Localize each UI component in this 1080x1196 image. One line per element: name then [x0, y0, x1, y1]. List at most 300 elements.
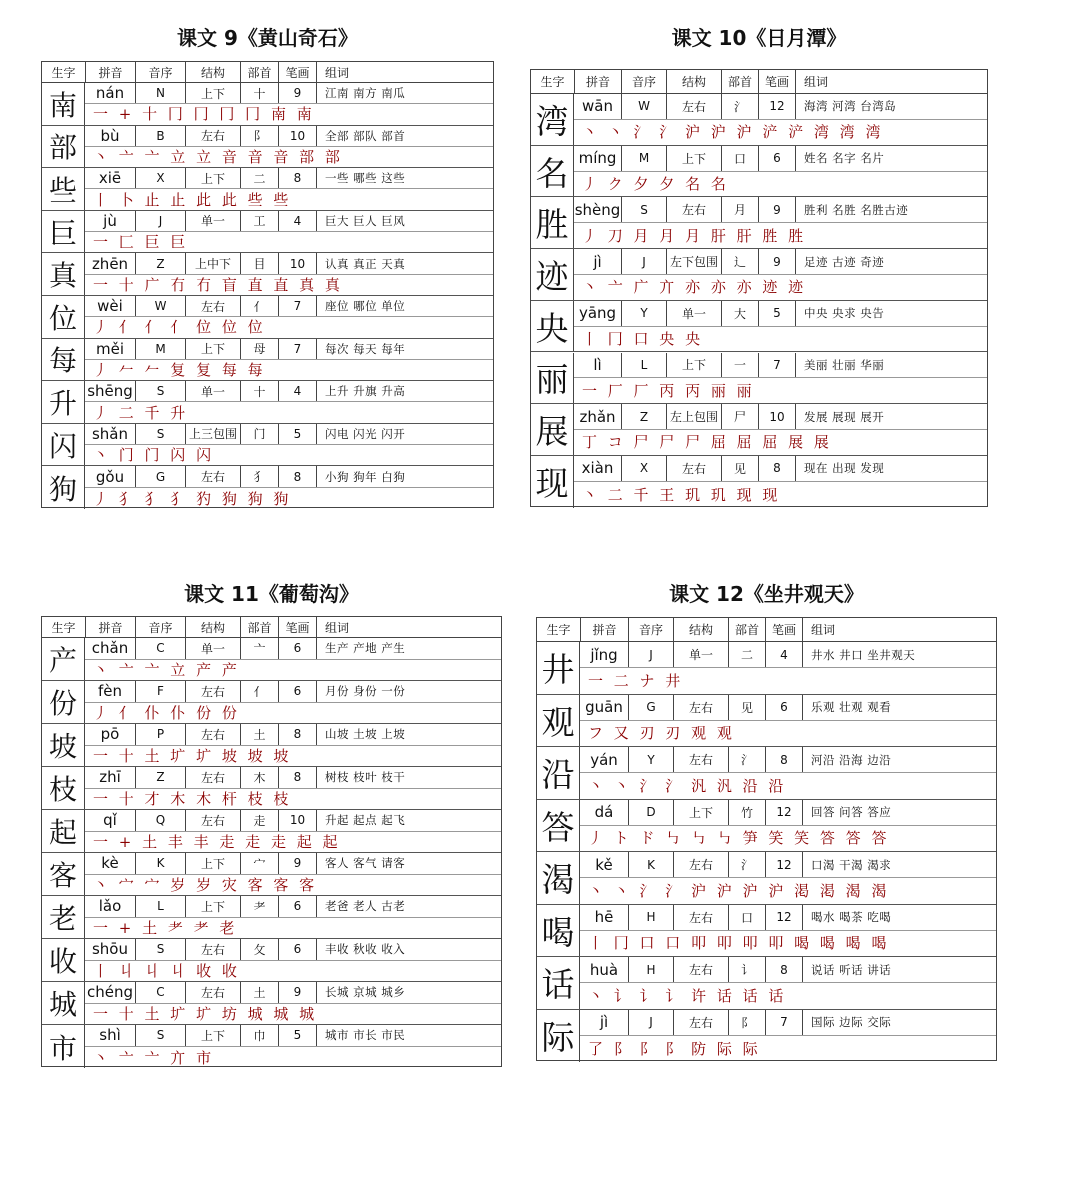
- word-list: 江南 南方 南瓜: [316, 83, 493, 103]
- character: 收: [42, 939, 85, 981]
- header-words: 组词: [795, 70, 987, 93]
- character: 真: [42, 253, 85, 295]
- stroke-order: 丨 冂 口 央 央: [582, 330, 704, 349]
- initial: N: [135, 83, 185, 103]
- initial: S: [135, 424, 185, 444]
- table-row: [537, 642, 996, 695]
- character: 渴: [537, 852, 580, 904]
- pinyin: zhī: [99, 768, 121, 787]
- stroke-order: 丨 丩 丩 丩 收 收: [93, 961, 240, 980]
- table-row: [42, 296, 493, 339]
- stroke-order: 丶 丶 氵 氵 汎 汎 沿 沿: [588, 776, 787, 795]
- character: 央: [531, 301, 574, 352]
- pinyin: pō: [100, 725, 120, 744]
- strokes: 8: [278, 767, 316, 788]
- character: 湾: [531, 94, 574, 145]
- row-details: [85, 381, 493, 402]
- pinyin: guān: [585, 698, 623, 717]
- stroke-order: 丶 丶 氵 氵 沪 沪 沪 浐 浐 湾 湾 湾: [582, 123, 884, 142]
- radical: 土: [240, 982, 278, 1003]
- row-details: [580, 905, 996, 931]
- strokes: 7: [278, 296, 316, 316]
- stroke-order: 一 + 土 耂 耂 老: [93, 918, 238, 937]
- strokes: 8: [278, 466, 316, 486]
- word-list: 姓名 名字 名片: [795, 146, 987, 171]
- pinyin: jì: [593, 252, 602, 271]
- character: 丽: [531, 353, 574, 404]
- word-list: 老爸 老人 古老: [316, 896, 501, 917]
- stroke-order: 一 厂 厂 丙 丙 丽 丽: [582, 381, 755, 400]
- pinyin: lì: [593, 355, 602, 374]
- strokes: 4: [278, 381, 316, 401]
- pinyin: shǎn: [91, 424, 129, 443]
- strokes: 8: [765, 957, 802, 982]
- character: 观: [537, 695, 580, 747]
- word-list: 现在 出现 发现: [795, 456, 987, 481]
- initial: F: [135, 681, 185, 702]
- radical: 门: [240, 424, 278, 444]
- structure: 左右: [673, 1010, 728, 1035]
- radical: 二: [728, 642, 765, 667]
- strokes: 9: [278, 83, 316, 103]
- table-row: [537, 957, 996, 1010]
- table-row: [42, 724, 501, 767]
- stroke-order: 丶 亠 亠 亣 市: [93, 1048, 215, 1067]
- character: 部: [42, 126, 85, 168]
- pinyin: jù: [103, 211, 117, 230]
- character-table: [41, 61, 494, 508]
- lesson-title: 课文 9《黄山奇石》: [177, 26, 358, 50]
- table-header: [42, 62, 493, 83]
- radical: 尸: [721, 404, 758, 429]
- radical: 氵: [721, 94, 758, 119]
- character: 起: [42, 810, 85, 852]
- character: 城: [42, 982, 85, 1024]
- pinyin: yán: [590, 750, 618, 769]
- stroke-order: 一 十 土 圹 圹 坊 城 城 城: [93, 1004, 318, 1023]
- table-row: [531, 404, 987, 456]
- row-details: [85, 853, 501, 875]
- initial: G: [628, 695, 673, 720]
- word-list: 全部 部队 部首: [316, 126, 493, 146]
- pinyin: měi: [95, 339, 124, 358]
- structure: 左右: [673, 957, 728, 982]
- strokes: 8: [758, 456, 795, 481]
- pinyin: jì: [599, 1013, 609, 1032]
- row-details: [574, 353, 987, 379]
- structure: 上下: [185, 853, 240, 874]
- structure: 单一: [673, 642, 728, 667]
- character-table: [530, 69, 988, 507]
- radical: 大: [721, 301, 758, 326]
- strokes: 12: [765, 852, 802, 877]
- table-header: [531, 70, 987, 94]
- initial: S: [135, 939, 185, 960]
- strokes: 9: [758, 249, 795, 274]
- radical: 月: [721, 197, 758, 222]
- radical: 目: [240, 253, 278, 273]
- word-list: 发展 展现 展开: [795, 404, 987, 429]
- row-details: [574, 301, 987, 327]
- structure: 上下: [185, 896, 240, 917]
- row-details: [580, 747, 996, 773]
- radical: 亠: [240, 638, 278, 659]
- table-row: [42, 638, 501, 681]
- row-details: [85, 339, 493, 360]
- stroke-order: 丶 亠 亠 立 产 产: [93, 660, 240, 679]
- strokes: 7: [278, 339, 316, 359]
- radical: 耂: [240, 896, 278, 917]
- header-structure: 结构: [673, 618, 728, 641]
- strokes: 12: [758, 94, 795, 119]
- structure: 单一: [185, 381, 240, 401]
- structure: 上下: [185, 168, 240, 188]
- word-list: 井水 井口 坐井观天: [802, 642, 996, 667]
- initial: Y: [628, 747, 673, 772]
- word-list: 足迹 古迹 奇迹: [795, 249, 987, 274]
- structure: 上下: [185, 1025, 240, 1046]
- header-char: 生字: [540, 75, 565, 89]
- header-char: 生字: [546, 623, 571, 637]
- initial: S: [135, 381, 185, 401]
- initial: Z: [135, 767, 185, 788]
- character: 际: [537, 1010, 580, 1063]
- initial: Z: [135, 253, 185, 273]
- row-details: [574, 249, 987, 275]
- character: 沿: [537, 747, 580, 799]
- pinyin: shēng: [87, 382, 133, 401]
- word-list: 上升 升旗 升高: [316, 381, 493, 401]
- strokes: 6: [278, 896, 316, 917]
- structure: 左右: [666, 197, 721, 222]
- character: 展: [531, 404, 574, 455]
- header-pinyin: 拼音: [85, 62, 135, 82]
- table-row: [537, 695, 996, 748]
- structure: 左右: [185, 810, 240, 831]
- radical: 氵: [728, 747, 765, 772]
- pinyin: kě: [595, 855, 613, 874]
- structure: 上下: [185, 339, 240, 359]
- stroke-order: 一 + 土 丰 丰 走 走 走 起 起: [93, 832, 341, 851]
- strokes: 6: [278, 681, 316, 702]
- initial: J: [628, 642, 673, 667]
- stroke-order: 丶 二 千 王 玑 玑 现 现: [582, 486, 781, 505]
- initial: D: [628, 800, 673, 825]
- pinyin: dá: [594, 803, 614, 822]
- row-details: [85, 810, 501, 832]
- radical: 竹: [728, 800, 765, 825]
- header-initial: 音序: [135, 62, 185, 82]
- character: 升: [42, 381, 85, 423]
- stroke-order: 一 匚 巨 巨: [93, 233, 189, 252]
- character: 坡: [42, 724, 85, 766]
- row-details: [85, 253, 493, 274]
- strokes: 5: [278, 424, 316, 444]
- header-char: 生字: [51, 65, 76, 80]
- pinyin: kè: [101, 854, 119, 873]
- table-row: [537, 852, 996, 905]
- word-list: 山坡 土坡 上坡: [316, 724, 501, 745]
- character: 些: [42, 168, 85, 210]
- radical: 走: [240, 810, 278, 831]
- radical: 一: [721, 353, 758, 378]
- word-list: 座位 哪位 单位: [316, 296, 493, 316]
- pinyin: wān: [582, 97, 613, 116]
- initial: L: [621, 353, 666, 378]
- pinyin: bù: [100, 126, 120, 145]
- table-row: [42, 810, 501, 853]
- structure: 左右: [185, 939, 240, 960]
- table-row: [42, 126, 493, 169]
- header-strokes: 笔画: [765, 618, 802, 641]
- header-char: 生字: [51, 620, 76, 635]
- pinyin: huà: [589, 960, 619, 979]
- structure: 左右: [185, 126, 240, 146]
- structure: 左上包围: [666, 404, 721, 429]
- table-row: [42, 83, 493, 126]
- header-pinyin: 拼音: [580, 618, 628, 641]
- character: 话: [537, 957, 580, 1009]
- table-header: [537, 618, 996, 642]
- initial: Z: [621, 404, 666, 429]
- row-details: [85, 211, 493, 232]
- word-list: 闪电 闪光 闪开: [316, 424, 493, 444]
- pinyin: míng: [578, 149, 617, 168]
- initial: J: [621, 249, 666, 274]
- row-details: [85, 424, 493, 445]
- word-list: 升起 起点 起飞: [316, 810, 501, 831]
- row-details: [85, 982, 501, 1004]
- initial: Q: [135, 810, 185, 831]
- radical: 工: [240, 211, 278, 231]
- structure: 上下: [666, 353, 721, 378]
- structure: 上下: [673, 800, 728, 825]
- lesson-title: 课文 12《坐井观天》: [669, 582, 864, 606]
- table-row: [42, 1025, 501, 1068]
- table-row: [531, 353, 987, 405]
- word-list: 回答 问答 答应: [802, 800, 996, 825]
- character: 井: [537, 642, 580, 694]
- row-details: [85, 638, 501, 660]
- header-words: 组词: [802, 618, 996, 641]
- structure: 上下: [666, 146, 721, 171]
- row-details: [580, 642, 996, 668]
- strokes: 10: [758, 404, 795, 429]
- stroke-order: 丿 ト ド ㇉ ㇉ ㇉ 笋 笑 笑 答 答 答: [588, 829, 890, 848]
- structure: 左右: [185, 681, 240, 702]
- row-details: [85, 296, 493, 317]
- word-list: 树枝 枝叶 枝干: [316, 767, 501, 788]
- pinyin: xiē: [98, 169, 122, 188]
- stroke-order: 一 十 才 木 木 杆 枝 枝: [93, 789, 292, 808]
- initial: S: [135, 1025, 185, 1046]
- character: 每: [42, 339, 85, 381]
- strokes: 10: [278, 126, 316, 146]
- row-details: [85, 896, 501, 918]
- pinyin: chéng: [86, 983, 133, 1002]
- word-list: 说话 听话 讲话: [802, 957, 996, 982]
- header-initial: 音序: [621, 70, 666, 93]
- word-list: 生产 产地 产生: [316, 638, 501, 659]
- initial: X: [135, 168, 185, 188]
- structure: 上三包围: [185, 424, 240, 444]
- row-details: [580, 1010, 996, 1036]
- stroke-order: 丿 二 千 升: [93, 403, 189, 422]
- structure: 左右: [673, 905, 728, 930]
- stroke-order: 丨 卜 止 止 此 此 些 些: [93, 190, 292, 209]
- character: 巨: [42, 211, 85, 253]
- structure: 单一: [666, 301, 721, 326]
- stroke-order: 一 + 十 冂 冂 冂 冂 南 南: [93, 105, 315, 124]
- header-initial: 音序: [135, 617, 185, 637]
- initial: K: [628, 852, 673, 877]
- strokes: 12: [765, 800, 802, 825]
- strokes: 10: [278, 810, 316, 831]
- pinyin: nán: [95, 84, 125, 103]
- radical: 亻: [240, 296, 278, 316]
- character: 南: [42, 83, 85, 125]
- row-details: [574, 456, 987, 482]
- pinyin: qǐ: [103, 811, 117, 830]
- header-pinyin: 拼音: [574, 70, 621, 93]
- structure: 左右: [673, 695, 728, 720]
- pinyin: shì: [99, 1026, 121, 1045]
- row-details: [580, 852, 996, 878]
- table-row: [531, 301, 987, 353]
- table-row: [531, 197, 987, 249]
- initial: X: [621, 456, 666, 481]
- character: 迹: [531, 249, 574, 300]
- character: 胜: [531, 197, 574, 248]
- row-details: [580, 957, 996, 983]
- structure: 单一: [185, 638, 240, 659]
- strokes: 4: [278, 211, 316, 231]
- stroke-order: 丿 犭 犭 犭 犳 狗 狗 狗: [93, 489, 292, 508]
- pinyin: jǐng: [590, 645, 618, 664]
- strokes: 9: [278, 982, 316, 1003]
- strokes: 4: [765, 642, 802, 667]
- radical: 十: [240, 381, 278, 401]
- strokes: 12: [765, 905, 802, 930]
- character: 答: [537, 800, 580, 852]
- radical: 十: [240, 83, 278, 103]
- initial: K: [135, 853, 185, 874]
- word-list: 喝水 喝茶 吃喝: [802, 905, 996, 930]
- structure: 左右: [666, 456, 721, 481]
- stroke-order: 丶 宀 宀 岁 岁 灾 客 客 客: [93, 875, 318, 894]
- table-row: [42, 466, 493, 509]
- initial: J: [135, 211, 185, 231]
- stroke-order: 丶 亠 亠 立 立 音 音 音 部 部: [93, 148, 343, 167]
- structure: 单一: [185, 211, 240, 231]
- character: 位: [42, 296, 85, 338]
- structure: 左右: [666, 94, 721, 119]
- word-list: 每次 每天 每年: [316, 339, 493, 359]
- structure: 左右: [673, 852, 728, 877]
- table-row: [531, 456, 987, 508]
- stroke-order: 丶 亠 广 亣 亦 亦 亦 迹 迹: [582, 278, 807, 297]
- structure: 左右: [185, 767, 240, 788]
- pinyin: wèi: [97, 297, 123, 316]
- word-list: 国际 边际 交际: [802, 1010, 996, 1035]
- radical: 土: [240, 724, 278, 745]
- word-list: 月份 身份 一份: [316, 681, 501, 702]
- initial: L: [135, 896, 185, 917]
- structure: 左右: [185, 982, 240, 1003]
- radical: 二: [240, 168, 278, 188]
- initial: W: [135, 296, 185, 316]
- character-table: [41, 616, 502, 1067]
- word-list: 城市 市长 市民: [316, 1025, 501, 1046]
- stroke-order: フ 又 刃 刃 观 观: [588, 724, 735, 743]
- word-list: 河沿 沿海 边沿: [802, 747, 996, 772]
- word-list: 巨大 巨人 巨风: [316, 211, 493, 231]
- row-details: [574, 197, 987, 223]
- structure: 左下包围: [666, 249, 721, 274]
- radical: 讠: [728, 957, 765, 982]
- initial: C: [135, 638, 185, 659]
- strokes: 6: [278, 638, 316, 659]
- header-radical: 部首: [721, 70, 758, 93]
- word-list: 认真 真正 天真: [316, 253, 493, 273]
- word-list: 中央 央求 央告: [795, 301, 987, 326]
- stroke-order: 丿 ク 夕 夕 名 名: [582, 174, 729, 193]
- character: 份: [42, 681, 85, 723]
- pinyin: yāng: [578, 304, 617, 323]
- word-list: 美丽 壮丽 华丽: [795, 353, 987, 378]
- header-radical: 部首: [728, 618, 765, 641]
- row-details: [85, 767, 501, 789]
- stroke-order: 丶 讠 讠 讠 许 话 话 话: [588, 986, 787, 1005]
- header-words: 组词: [316, 62, 493, 82]
- table-row: [42, 168, 493, 211]
- lesson-title: 课文 10《日月潭》: [671, 26, 847, 50]
- initial: P: [135, 724, 185, 745]
- word-list: 一些 哪些 这些: [316, 168, 493, 188]
- radical: 见: [721, 456, 758, 481]
- row-details: [85, 466, 493, 487]
- initial: B: [135, 126, 185, 146]
- stroke-order: 丿 刀 月 月 月 肝 肝 胜 胜: [582, 226, 807, 245]
- character: 名: [531, 146, 574, 197]
- structure: 左右: [185, 724, 240, 745]
- character-table: [536, 617, 997, 1061]
- character: 狗: [42, 466, 85, 509]
- table-row: [531, 249, 987, 301]
- radical: 阝: [240, 126, 278, 146]
- character: 产: [42, 638, 85, 680]
- character: 闪: [42, 424, 85, 466]
- table-row: [42, 939, 501, 982]
- stroke-order: 丿 𠂉 𠂉 复 复 每 每: [93, 361, 266, 380]
- word-list: 口渴 干渴 渴求: [802, 852, 996, 877]
- structure: 上下: [185, 83, 240, 103]
- pinyin: zhēn: [91, 254, 129, 273]
- pinyin: chǎn: [91, 639, 129, 658]
- header-initial: 音序: [628, 618, 673, 641]
- initial: W: [621, 94, 666, 119]
- table-header: [42, 617, 501, 638]
- pinyin: gǒu: [95, 467, 125, 486]
- header-strokes: 笔画: [758, 70, 795, 93]
- row-details: [574, 404, 987, 430]
- strokes: 5: [278, 1025, 316, 1046]
- row-details: [85, 126, 493, 147]
- pinyin: lǎo: [98, 897, 122, 916]
- row-details: [574, 94, 987, 120]
- initial: H: [628, 905, 673, 930]
- table-row: [42, 896, 501, 939]
